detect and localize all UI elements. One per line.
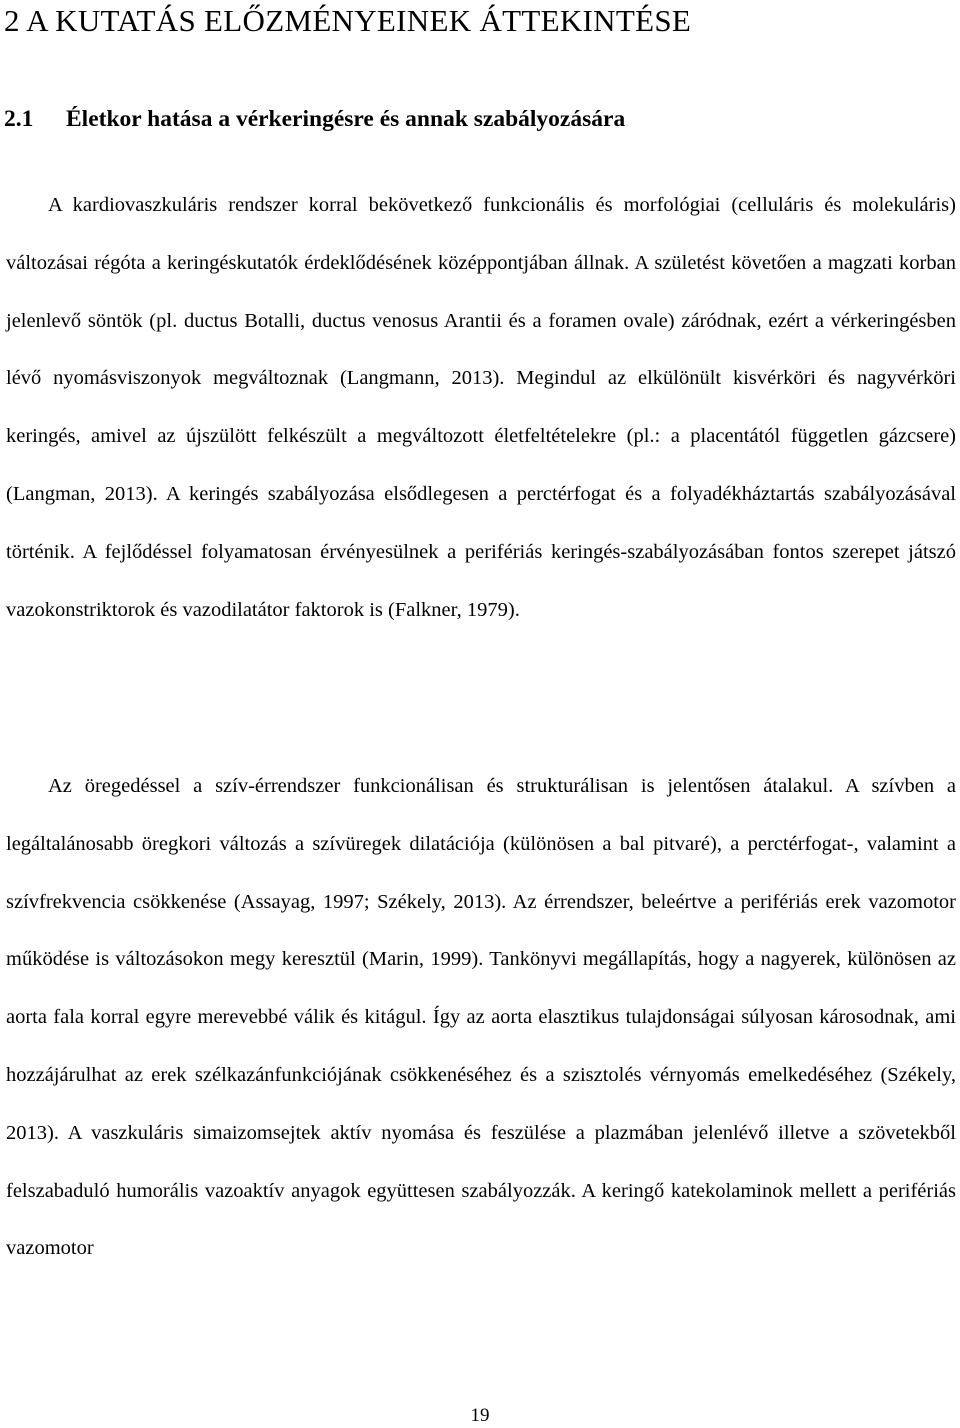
- section-title-text: Életkor hatása a vérkeringésre és annak szabályozására: [66, 106, 626, 132]
- page-number: 19: [470, 1405, 490, 1426]
- section-title: [4, 104, 625, 134]
- chapter-title: 2 A KUTATÁS ELŐZMÉNYEINEK ÁTTEKINTÉSE: [4, 3, 692, 38]
- paragraph-2: Az öregedéssel a szív-érrendszer funkcionálisan és strukturálisan is jelentősen átalakul. A szívben a legáltalánosabb öregkori változás a szívüregek dilatációja (különösen a bal pitvaré), a perctérfogat-, valamint a szívfrekvencia csökkenése (Assayag, 1997; Székely, 2013). Az érrendszer, beleértve a perifériás erek vazomotor működése is változásokon megy keresztül (Marin, 1999). Tankönyvi megállapítás, hogy a nagyerek, különösen az aorta fala korral egyre merevebbé válik és kitágul. Így az aorta elasztikus tulajdonságai súlyosan károsodnak, ami hozzájárulhat az erek szélkazánfunkciójának csökkenéséhez és a szisztolés vérnyomás emelkedéséhez (Székely, 2013). A vaszkuláris simaizomsejtek aktív nyomása és feszülése a plazmában jelenlévő illetve a szövetekből felszabaduló humorális vazoaktív anyagok együttesen szabályozzák. A keringő katekolaminok mellett a perifériás vazomotor: [6, 775, 956, 1260]
- paragraph-1: A kardiovaszkuláris rendszer korral bekövetkező funkcionális és morfológiai (celluláris és molekuláris) változásai régóta a keringéskutatók érdeklődésének középpontjában állnak. A születést követően a magzati korban jelenlevő söntök (pl. ductus Botalli, ductus venosus Arantii és a foramen ovale) záródnak, ezért a vérkeringésben lévő nyomásviszonyok megváltoznak (Langmann, 2013). Megindul az elkülönült kisvérköri és nagyvérköri keringés, amivel az újszülött felkészült a megváltozott életfeltételekre (pl.: a placentától független gázcsere) (Langman, 2013). A keringés szabályozása elsődlegesen a perctérfogat és a folyadékháztartás szabályozásával történik. A fejlődéssel folyamatosan érvényesülnek a perifériás keringés-szabályozásában fontos szerepet játszó vazokonstriktorok és vazodilatátor faktorok is (Falkner, 1979).: [6, 194, 956, 621]
- section-number: 2.1: [4, 106, 34, 132]
